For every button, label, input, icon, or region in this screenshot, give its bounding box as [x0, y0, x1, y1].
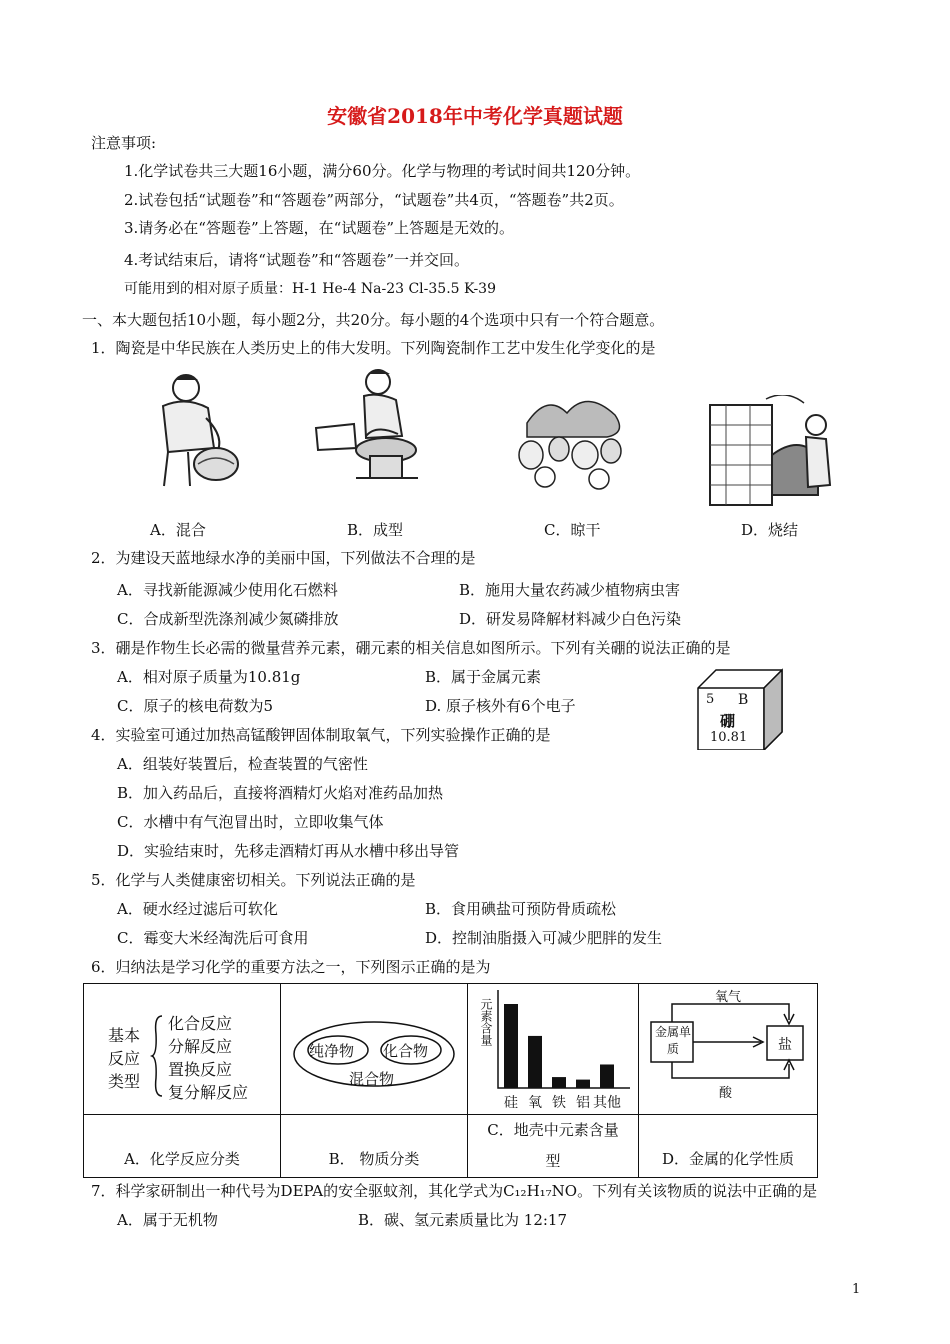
question-stem: 3．硼是作物生长必需的微量营养元素，硼元素的相关信息如图所示。下列有关硼的说法正确的是 [91, 639, 731, 657]
option: D．烧结 [741, 521, 799, 539]
bar-硅 [504, 1004, 518, 1088]
option: C．合成新型洗涤剂减少氮磷排放 [117, 610, 339, 628]
metal-property-diagram [639, 984, 818, 1115]
bar-label: 其他 [593, 1095, 621, 1111]
element-symbol: B [738, 692, 749, 708]
option: C．霉变大米经淘洗后可食用 [117, 929, 309, 947]
notice-item: 4.考试结束后，请将“试题卷”和“答题卷”一并交回。 [124, 251, 469, 269]
crust-element-chart [468, 984, 639, 1115]
notice-item: 2.试卷包括“试题卷”和“答题卷”两部分，“试题卷”共4页，“答题卷”共2页。 [124, 191, 624, 209]
element-mass: 10.81 [710, 730, 748, 745]
option: C．原子的核电荷数为5 [117, 697, 274, 715]
option: B．施用大量农药减少植物病虫害 [459, 581, 681, 599]
notice-heading: 注意事项: [91, 134, 157, 152]
option: B．碳、氢元素质量比为 12:17 [358, 1211, 568, 1229]
oxygen-label: 氧气 [715, 990, 742, 1005]
reaction-type-list: 化合反应 分解反应 置换反应 复分解反应 [168, 1014, 249, 1102]
question-stem: 4．实验室可通过加热高锰酸钾固体制取氧气，下列实验操作正确的是 [91, 726, 551, 744]
pottery-shaping-illustration [306, 366, 438, 490]
question-stem: 7．科学家研制出一种代号为DEPA的安全驱蚊剂，其化学式为C₁₂H₁₇NO。下列有关该物质的说法中正确的是 [91, 1182, 818, 1200]
question-stem: 2．为建设天蓝地绿水净的美丽中国，下列做法不合理的是 [91, 549, 476, 567]
option: A．混合 [150, 521, 206, 539]
option: D．控制油脂摄入可减少肥胖的发生 [425, 929, 663, 947]
metal-label: 金属单质 [654, 1025, 691, 1056]
option: A．组装好装置后，检查装置的气密性 [117, 755, 368, 773]
q6-diagram-table [83, 983, 818, 1178]
page-number: 1 [852, 1282, 861, 1297]
option: B．食用碘盐可预防骨质疏松 [425, 900, 617, 918]
option: B．属于金属元素 [425, 668, 542, 686]
pottery-mixing-illustration [128, 368, 243, 490]
pottery-drying-illustration [507, 393, 633, 493]
bar-铁 [552, 1077, 566, 1088]
caption-a: A．化学反应分类 [84, 1115, 281, 1178]
bar-label: 硅 [504, 1095, 518, 1111]
brace-icon [150, 1014, 164, 1098]
question-stem: 5．化学与人类健康密切相关。下列说法正确的是 [91, 871, 416, 889]
caption-b: B． 物质分类 [281, 1115, 468, 1178]
bar-氧 [528, 1036, 542, 1088]
pure-substance-label: 纯净物 [309, 1042, 355, 1060]
option: D．实验结束时，先移走酒精灯再从水槽中移出导管 [117, 842, 460, 860]
question-stem: 6．归纳法是学习化学的重要方法之一，下列图示正确的是为 [91, 958, 491, 976]
compound-label: 化合物 [383, 1042, 429, 1060]
mixture-label: 混合物 [349, 1070, 395, 1088]
element-name: 硼 [720, 712, 736, 730]
option: C．水槽中有气泡冒出时，立即收集气体 [117, 813, 384, 831]
bar-label: 铁 [552, 1095, 566, 1111]
atomic-mass-line: 可能用到的相对原子质量：H-1 He-4 Na-23 Cl-35.5 K-39 [124, 281, 496, 297]
substance-class-diagram [281, 984, 468, 1115]
section-heading: 一、本大题包括10小题，每小题2分，共20分。每小题的4个选项中只有一个符合题意。 [82, 311, 665, 329]
element-card-boron [696, 668, 784, 750]
option: D．研发易降解材料减少白色污染 [459, 610, 682, 628]
option: A．硬水经过滤后可软化 [117, 900, 278, 918]
chart-y-label: 元素含量 [479, 998, 493, 1046]
question-stem: 1．陶瓷是中华民族在人类历史上的伟大发明。下列陶瓷制作工艺中发生化学变化的是 [91, 339, 656, 357]
pottery-firing-illustration [706, 395, 836, 509]
notice-item: 3.请务必在“答题卷”上答题，在“试题卷”上答题是无效的。 [124, 219, 514, 237]
element-content-bars [496, 986, 632, 1090]
element-number: 5 [706, 692, 715, 707]
option: D. 原子核外有6个电子 [425, 697, 576, 715]
reaction-type-label: 基本 反应 类型 [108, 1026, 141, 1091]
acid-label: 酸 [719, 1086, 733, 1101]
bar-label: 铝 [576, 1095, 590, 1111]
salt-label: 盐 [778, 1037, 792, 1053]
option: A．相对原子质量为10.81g [117, 668, 301, 686]
option: B．成型 [347, 521, 404, 539]
notice-item: 1.化学试卷共三大题16小题，满分60分。化学与物理的考试时间共120分钟。 [124, 162, 641, 180]
option: B．加入药品后，直接将酒精灯火焰对准药品加热 [117, 784, 444, 802]
option: C．晾干 [544, 521, 601, 539]
caption-d: D．金属的化学性质 [639, 1115, 818, 1178]
caption-c: C．地壳中元素含量型 [468, 1115, 639, 1178]
bar-其他 [600, 1064, 614, 1088]
reaction-type-diagram [84, 984, 281, 1115]
bar-label: 氧 [528, 1095, 542, 1111]
option: A．属于无机物 [117, 1211, 218, 1229]
bar-铝 [576, 1080, 590, 1088]
page-title: 安徽省2018年中考化学真题试题 [327, 104, 623, 128]
option: A．寻找新能源减少使用化石燃料 [117, 581, 338, 599]
